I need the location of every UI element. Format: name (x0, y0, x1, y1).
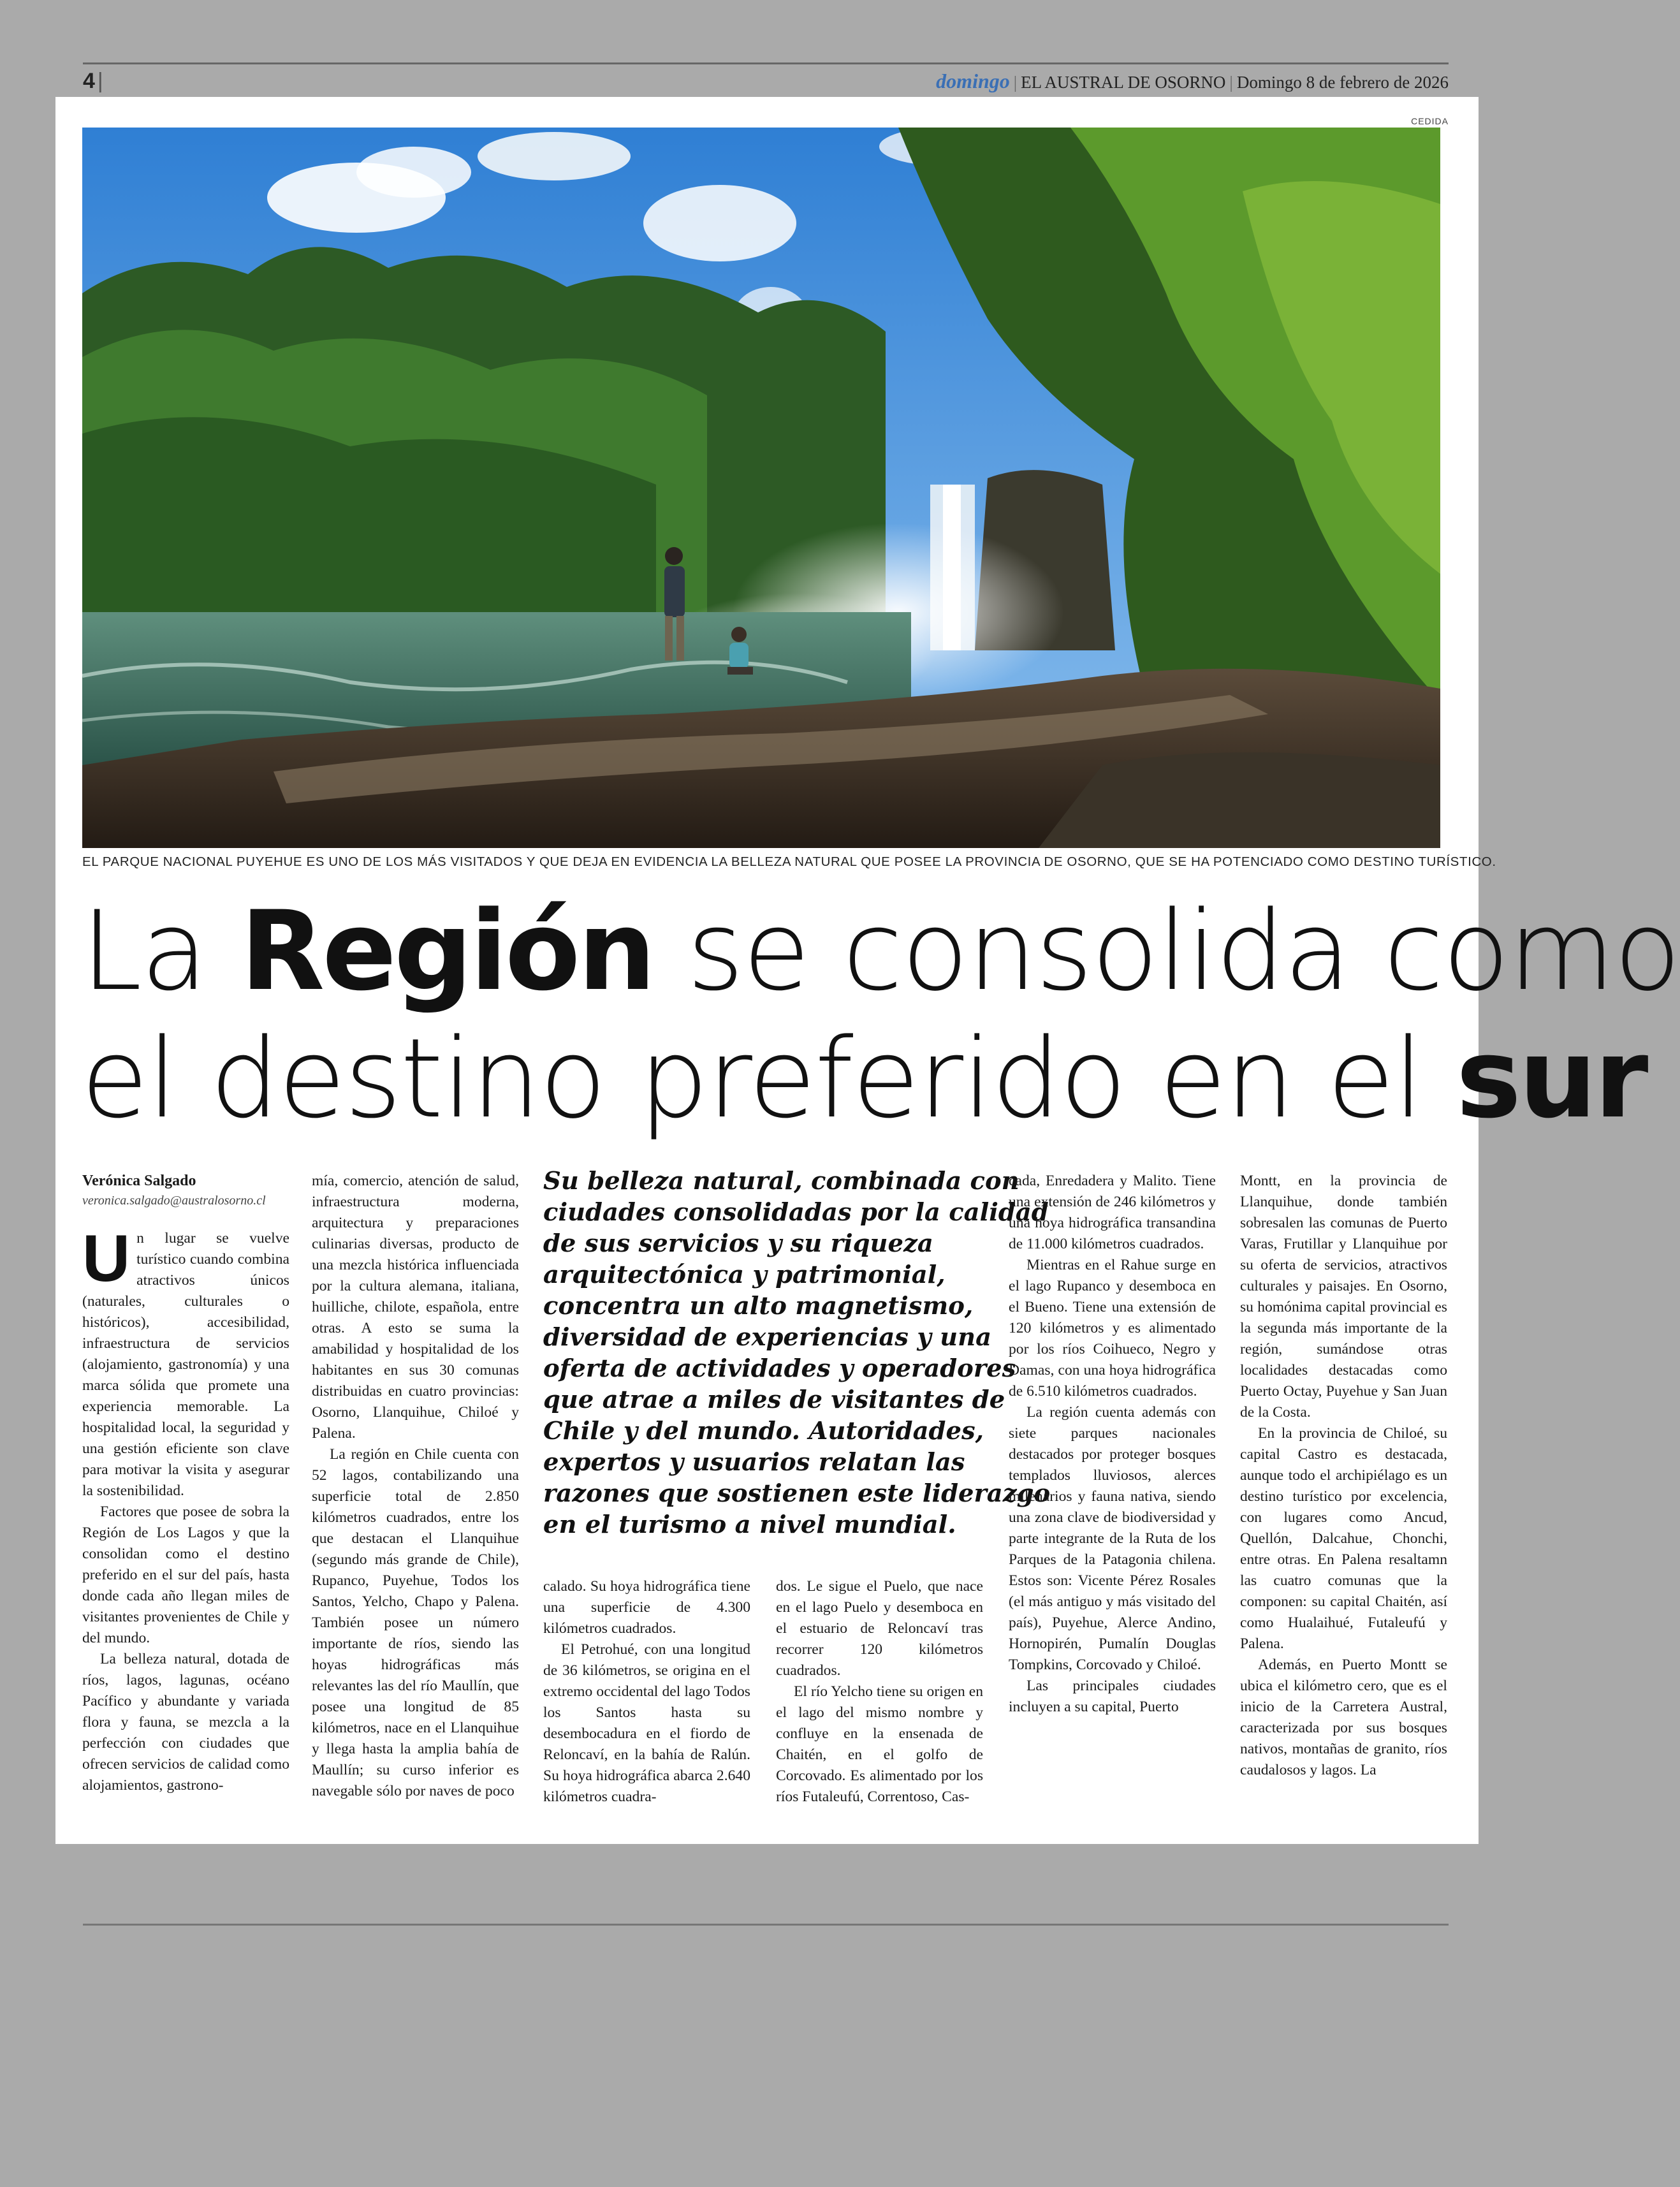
article-column-2 (312, 1171, 519, 1802)
paragraph: La región en Chile cuenta con 52 lagos, contabilizando una superficie total de 2.850 kilómetros cuadrados, entre los que destacan el Llanquihue (segundo más grande de Chile), Rupanco, Puyehue, Todos los Santos, Yelcho, Chapo y Palena. También posee un número importante de ríos, siendo las hoyas hidrográficas más relevantes las del río Maullín, que posee una longitud de 85 kilómetros, nace en el Llanquihue y llega hasta la amplia bahía de Maullín; su curso inferior es navegable sólo por naves de poco (312, 1446, 519, 1799)
page-header (83, 66, 1449, 96)
hero-photo (82, 128, 1440, 848)
article-lead: Su belleza natural, combinada con ciudades consolidadas por la calidad de sus servicios y su riqueza arquitectónica y patrimonial, concentra un alto magnetismo, diversidad de experiencias y una oferta de actividades y operadores que atrae a miles de visitantes de Chile y del mundo. Autoridades, expertos y usuarios relatan las razones que sostienen este liderazgo en el turismo a nivel mundial. (543, 1167, 1051, 1539)
headline-line-2: el destino preferido en el sur (81, 1014, 1646, 1143)
paragraph: mía, comercio, atención de salud, infraestructura moderna, arquitectura y preparaciones culinarias diversas, producto de una mezcla histórica influenciada por la cultura alemana, italiana, huilliche, chilote, española, entre otras. A esto se suma la amabilidad y hospitalidad de los habitantes en sus 30 comunas distribuidas en cuatro provincias: Osorno, Llanquihue, Chiloé y Palena. (312, 1173, 519, 1442)
byline-name: Verónica Salgado (82, 1173, 196, 1189)
paragraph: Mientras en el Rahue surge en el lago Rupanco y desemboca en el Bueno. Tiene una extensión de 120 kilómetros y es alimentado por los ríos Coihueco, Negro y Damas, con una hoya hidrográfica de 6.510 kilómetros cuadrados. (1009, 1257, 1216, 1400)
article-column-3 (543, 1576, 750, 1808)
headline-line-1: La Región se consolida como (81, 887, 1680, 1015)
article-column-6 (1240, 1171, 1447, 1781)
waterfall-landscape-image (82, 128, 1440, 848)
section-name: domingo (936, 69, 1010, 92)
article-column-4 (776, 1576, 983, 1808)
paragraph: dos. Le sigue el Puelo, que nace en el lago Puelo y desemboca en el estuario de Reloncaví tras recorrer 120 kilómetros cuadrados. (776, 1578, 983, 1679)
byline-email: veronica.salgado@australosorno.cl (82, 1194, 266, 1208)
masthead: domingo | EL AUSTRAL DE OSORNO | Domingo 8 de febrero de 2026 (936, 69, 1449, 92)
article-page (55, 97, 1680, 1844)
paragraph: Las principales ciudades incluyen a su capital, Puerto (1009, 1678, 1216, 1715)
drop-cap: U (82, 1222, 131, 1296)
top-rule (83, 62, 1449, 64)
article-column-5 (1009, 1171, 1216, 1718)
article-column-1 (82, 1171, 289, 1796)
headline (81, 887, 1680, 1143)
paragraph: En la provincia de Chiloé, su capital Castro es destacada, aunque todo el archipiélago es un destino turístico por excelencia, con lugares como Ancud, Quellón, Dalcahue, Chonchi, entre otras. En Palena resaltamn las cuatro comunas que la componen: su capital Chaitén, así como Hualaihué, Futaleufú y Palena. (1240, 1425, 1447, 1652)
paragraph: Un lugar se vuelve turístico cuando combina atractivos únicos (naturales, culturales o históricos), accesibilidad, infraestructura de servicios (alojamiento, gastronomía) y una marca sólida que promete una experiencia memorable. La hospitalidad local, la seguridad y una gestión eficiente son clave para motivar la visita y asegurar la sostenibilidad. (82, 1222, 289, 1499)
photo-caption: EL PARQUE NACIONAL PUYEHUE ES UNO DE LOS MÁS VISITADOS Y QUE DEJA EN EVIDENCIA LA BELLEZA NATURAL QUE POSEE LA PROVINCIA DE OSORNO, QUE SE HA POTENCIADO COMO DESTINO TURÍSTICO. (82, 854, 1496, 869)
issue-date: Domingo 8 de febrero de 2026 (1236, 72, 1449, 92)
newspaper-name: EL AUSTRAL DE OSORNO (1021, 72, 1226, 92)
paragraph: La región cuenta además con siete parques nacionales destacados por proteger bosques templados lluviosos, alerces milenarios y fauna nativa, siendo una zona clave de biodiversidad y parte integrante de la Ruta de los Parques de la Patagonia chilena. Estos son: Vicente Pérez Rosales (el más antiguo y más visitado del país), Puyehue, Alerce Andino, Hornopirén, Pumalín Douglas Tompkins, Corcovado y Chiloé. (1009, 1404, 1216, 1673)
page-number: 4 | (83, 68, 103, 93)
paragraph: Factores que posee de sobra la Región de Los Lagos y que la consolidan como el destino preferido en el sur del país, hasta donde cada año llegan miles de visitantes provenientes de Chile y del mundo. (82, 1503, 289, 1646)
paragraph: La belleza natural, dotada de ríos, lagos, lagunas, océano Pacífico y abundante y variada flora y fauna, se mezcla a la perfección con ciudades que ofrecen servicios de calidad como alojamientos, gastrono- (82, 1651, 289, 1794)
paragraph: calado. Su hoya hidrográfica tiene una superficie de 4.300 kilómetros cuadrados. (543, 1578, 750, 1637)
paragraph: cada, Enredadera y Malito. Tiene una extensión de 246 kilómetros y una hoya hidrográfica transandina de 11.000 kilómetros cuadrados. (1009, 1173, 1216, 1252)
paragraph: Además, en Puerto Montt se ubica el kilómetro cero, que es el inicio de la Carretera Austral, caracterizada por sus bosques nativos, montañas de granito, ríos caudalosos y lagos. La (1240, 1657, 1447, 1778)
photo-credit: CEDIDA (1411, 116, 1449, 126)
paragraph: El río Yelcho tiene su origen en el lago del mismo nombre y confluye en la ensenada de Chaitén, en el golfo de Corcovado. Es alimentado por los ríos Futaleufú, Correntoso, Cas- (776, 1683, 983, 1805)
paragraph: El Petrohué, con una longitud de 36 kilómetros, se origina en el extremo occidental del lago Todos los Santos hasta su desembocadura en el fiordo de Reloncaví, en la bahía de Ralún. Su hoya hidrográfica abarca 2.640 kilómetros cuadra- (543, 1641, 750, 1805)
paragraph: Montt, en la provincia de Llanquihue, donde también sobresalen las comunas de Puerto Varas, Frutillar y Llanquihue por su oferta de servicios, atractivos culturales y paisajes. En Osorno, su homónima capital provincial es la segunda más importante de la región, sumándose otras localidades destacadas como Puerto Octay, Puyehue y San Juan de la Costa. (1240, 1173, 1447, 1421)
bottom-rule (83, 1924, 1449, 1926)
